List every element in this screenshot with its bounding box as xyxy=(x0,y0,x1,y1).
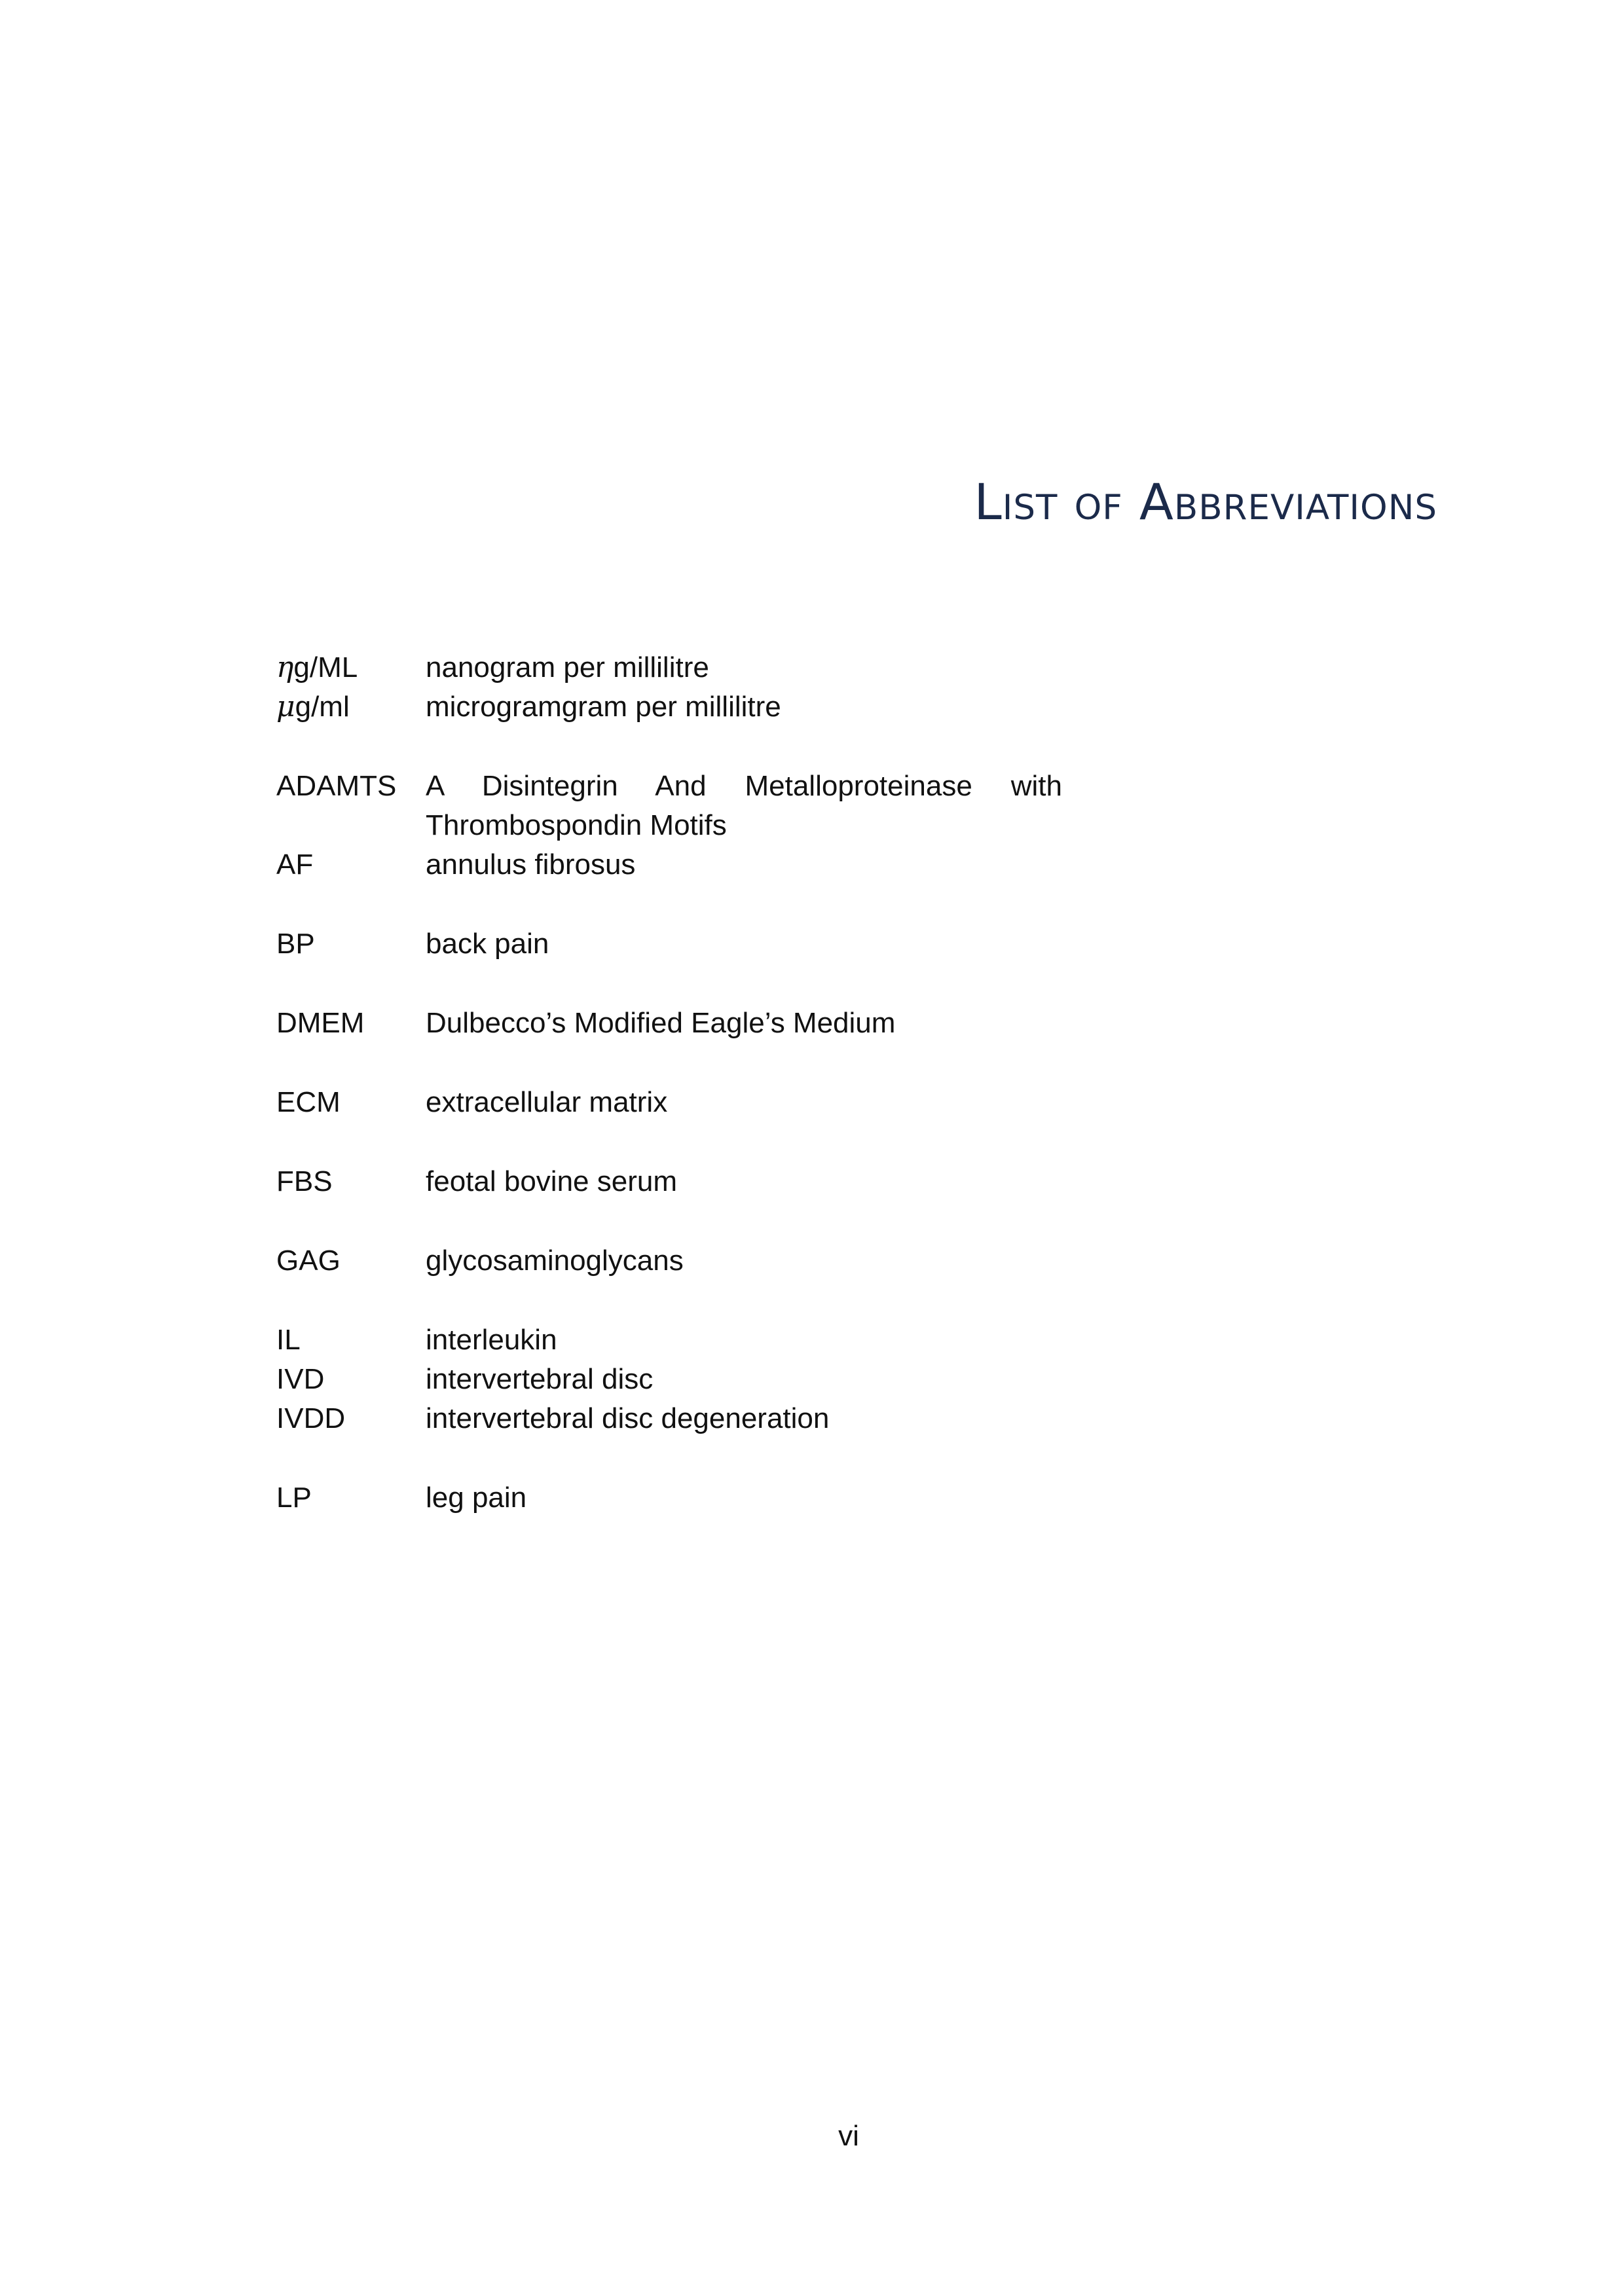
abbreviation-term: ADAMTS xyxy=(276,770,397,802)
abbreviation-term: FBS xyxy=(276,1165,333,1197)
abbreviation-definition: interleukin xyxy=(426,1324,557,1356)
abbreviation-group-f xyxy=(276,1162,1062,1201)
abbreviation-entry xyxy=(276,1399,1062,1438)
abbreviation-definition: glycosaminoglycans xyxy=(426,1245,684,1277)
abbreviation-definition: microgramgram per millilitre xyxy=(426,691,781,723)
abbreviation-group-units xyxy=(276,648,1062,727)
abbreviation-entry xyxy=(276,1162,1062,1201)
abbreviation-entry xyxy=(276,1478,1062,1518)
abbreviation-definition: intervertebral disc xyxy=(426,1363,654,1395)
greek-symbol: η xyxy=(276,651,294,684)
abbreviation-term: IVDD xyxy=(276,1402,346,1434)
abbreviation-definition: annulus fibrosus xyxy=(426,848,636,881)
abbreviation-entry xyxy=(276,1241,1062,1281)
abbreviation-term-text: g/ml xyxy=(295,691,350,723)
abbreviation-term: IVD xyxy=(276,1363,325,1395)
page-title: List of Abbreviations xyxy=(974,473,1437,531)
abbreviation-list xyxy=(276,648,1062,1558)
abbreviation-entry xyxy=(276,1321,1062,1360)
abbreviation-entry xyxy=(276,767,1062,845)
greek-symbol: μ xyxy=(276,690,295,723)
abbreviation-term: IL xyxy=(276,1324,301,1356)
abbreviation-group-b xyxy=(276,924,1062,964)
abbreviation-definition: intervertebral disc degeneration xyxy=(426,1402,830,1434)
abbreviation-group-i xyxy=(276,1321,1062,1438)
abbreviation-term: ECM xyxy=(276,1086,341,1118)
abbreviation-entry xyxy=(276,687,1062,727)
abbreviation-group-e xyxy=(276,1083,1062,1122)
abbreviation-term: DMEM xyxy=(276,1007,365,1039)
page-number: vi xyxy=(838,2120,859,2152)
abbreviation-definition: A Disintegrin And Metalloproteinase with Thrombospondin Motifs xyxy=(426,770,1062,841)
abbreviation-term: GAG xyxy=(276,1245,341,1277)
abbreviation-entry xyxy=(276,924,1062,964)
abbreviation-group-l xyxy=(276,1478,1062,1518)
abbreviation-term-text: g/ML xyxy=(293,651,358,683)
abbreviation-term: AF xyxy=(276,848,314,881)
abbreviation-term: BP xyxy=(276,928,315,960)
abbreviation-definition: feotal bovine serum xyxy=(426,1165,677,1197)
abbreviation-entry xyxy=(276,845,1062,884)
abbreviation-definition: extracellular matrix xyxy=(426,1086,668,1118)
abbreviation-entry xyxy=(276,1004,1062,1043)
abbreviation-term: LP xyxy=(276,1482,312,1514)
abbreviation-definition: nanogram per millilitre xyxy=(426,651,709,683)
abbreviation-group-d xyxy=(276,1004,1062,1043)
abbreviation-group-g xyxy=(276,1241,1062,1281)
abbreviation-definition: leg pain xyxy=(426,1482,527,1514)
abbreviation-definition: back pain xyxy=(426,928,549,960)
abbreviation-term xyxy=(276,687,426,727)
abbreviation-group-a xyxy=(276,767,1062,884)
abbreviation-entry xyxy=(276,1083,1062,1122)
abbreviation-entry xyxy=(276,648,1062,687)
abbreviation-definition: Dulbecco’s Modified Eagle’s Medium xyxy=(426,1007,896,1039)
abbreviation-term xyxy=(276,648,426,687)
abbreviation-entry xyxy=(276,1360,1062,1399)
